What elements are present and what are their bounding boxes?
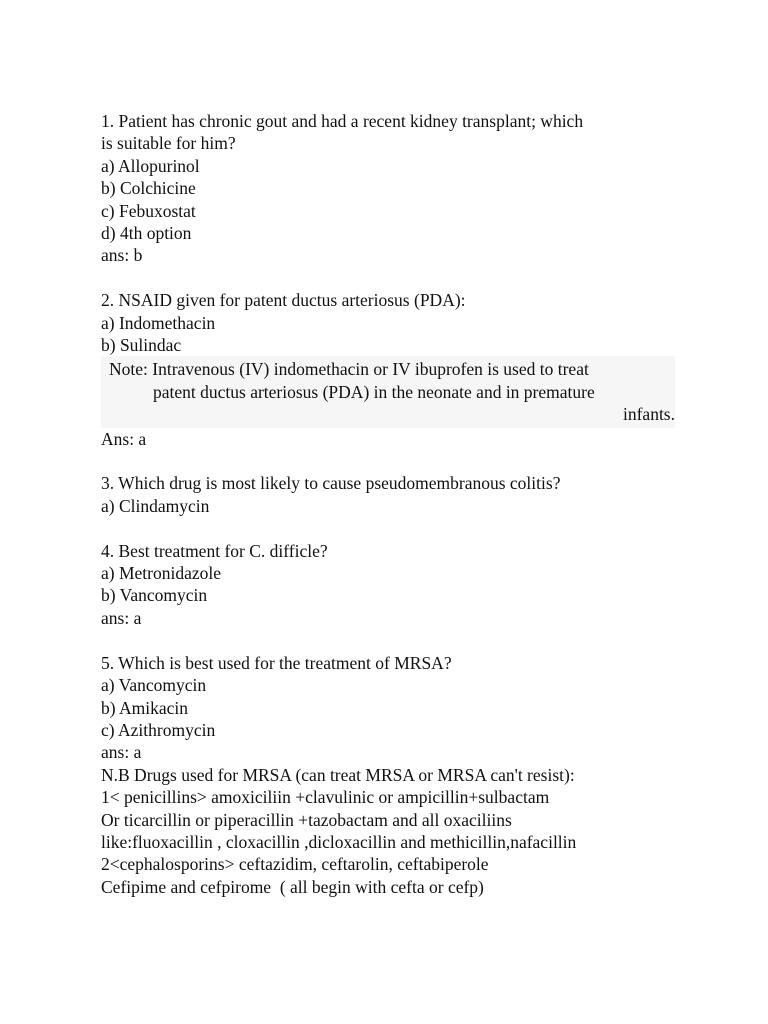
question-5-answer: ans: a [101,742,142,763]
question-5-note-line-5: 2<cephalosporins> ceftazidim, ceftarolin, ceftabiperole [101,854,489,875]
question-2-note [101,356,675,427]
question-4-answer: ans: a [101,607,142,628]
question-5-option-c: c) Azithromycin [101,719,216,740]
question-5-option-a: a) Vancomycin [101,675,207,696]
question-1-text-line-1: 1. Patient has chronic gout and had a recent kidney transplant; which [101,111,584,131]
spacer [101,450,681,472]
document-page [101,110,681,898]
note-line-3: infants. [622,404,675,425]
question-2-answer: Ans: a [101,428,147,449]
question-3-option-a: a) Clindamycin [101,495,210,516]
question-5-option-b: b) Amikacin [101,697,188,718]
question-2 [101,289,681,450]
question-1-option-d: d) 4th option [101,223,192,244]
question-5-note-line-1: N.B Drugs used for MRSA (can treat MRSA or MRSA can't resist): [101,764,575,785]
question-1-option-a: a) Allopurinol [101,155,200,176]
question-5-note-line-6: Cefipime and cefpirome ( all begin with cefta or cefp) [101,876,484,897]
question-4-text: 4. Best treatment for C. difficle? [101,540,328,561]
question-1-option-c: c) Febuxostat [101,200,196,221]
spacer [101,267,681,289]
question-4-option-a: a) Metronidazole [101,563,222,584]
question-3-text: 3. Which drug is most likely to cause pseudomembranous colitis? [101,473,561,494]
question-2-option-b: b) Sulindac [101,335,182,356]
question-1-answer: ans: b [101,245,143,266]
question-5-note-line-2: 1< penicillins> amoxiciliin +clavulinic or ampicillin+sulbactam [101,787,550,808]
question-3 [101,472,681,517]
question-2-text: 2. NSAID given for patent ductus arteriosus (PDA): [101,290,466,311]
question-1-text-line-2: is suitable for him? [101,133,236,154]
spacer [101,629,681,651]
question-5-note-line-4: like:fluoxacillin , cloxacillin ,dicloxacillin and methicillin,nafacillin [101,831,577,852]
question-1-option-b: b) Colchicine [101,178,196,199]
spacer [101,517,681,539]
note-line-2: patent ductus arteriosus (PDA) in the neonate and in premature [153,381,595,402]
note-line-1: Note: Intravenous (IV) indomethacin or IV ibuprofen is used to treat [109,359,589,380]
question-4 [101,540,681,630]
question-5-text: 5. Which is best used for the treatment of MRSA? [101,652,452,673]
question-4-option-b: b) Vancomycin [101,585,208,606]
question-5 [101,652,681,898]
question-5-note-line-3: Or ticarcillin or piperacillin +tazobactam and all oxaciliins [101,809,512,830]
question-1 [101,110,681,267]
question-2-option-a: a) Indomethacin [101,312,216,333]
